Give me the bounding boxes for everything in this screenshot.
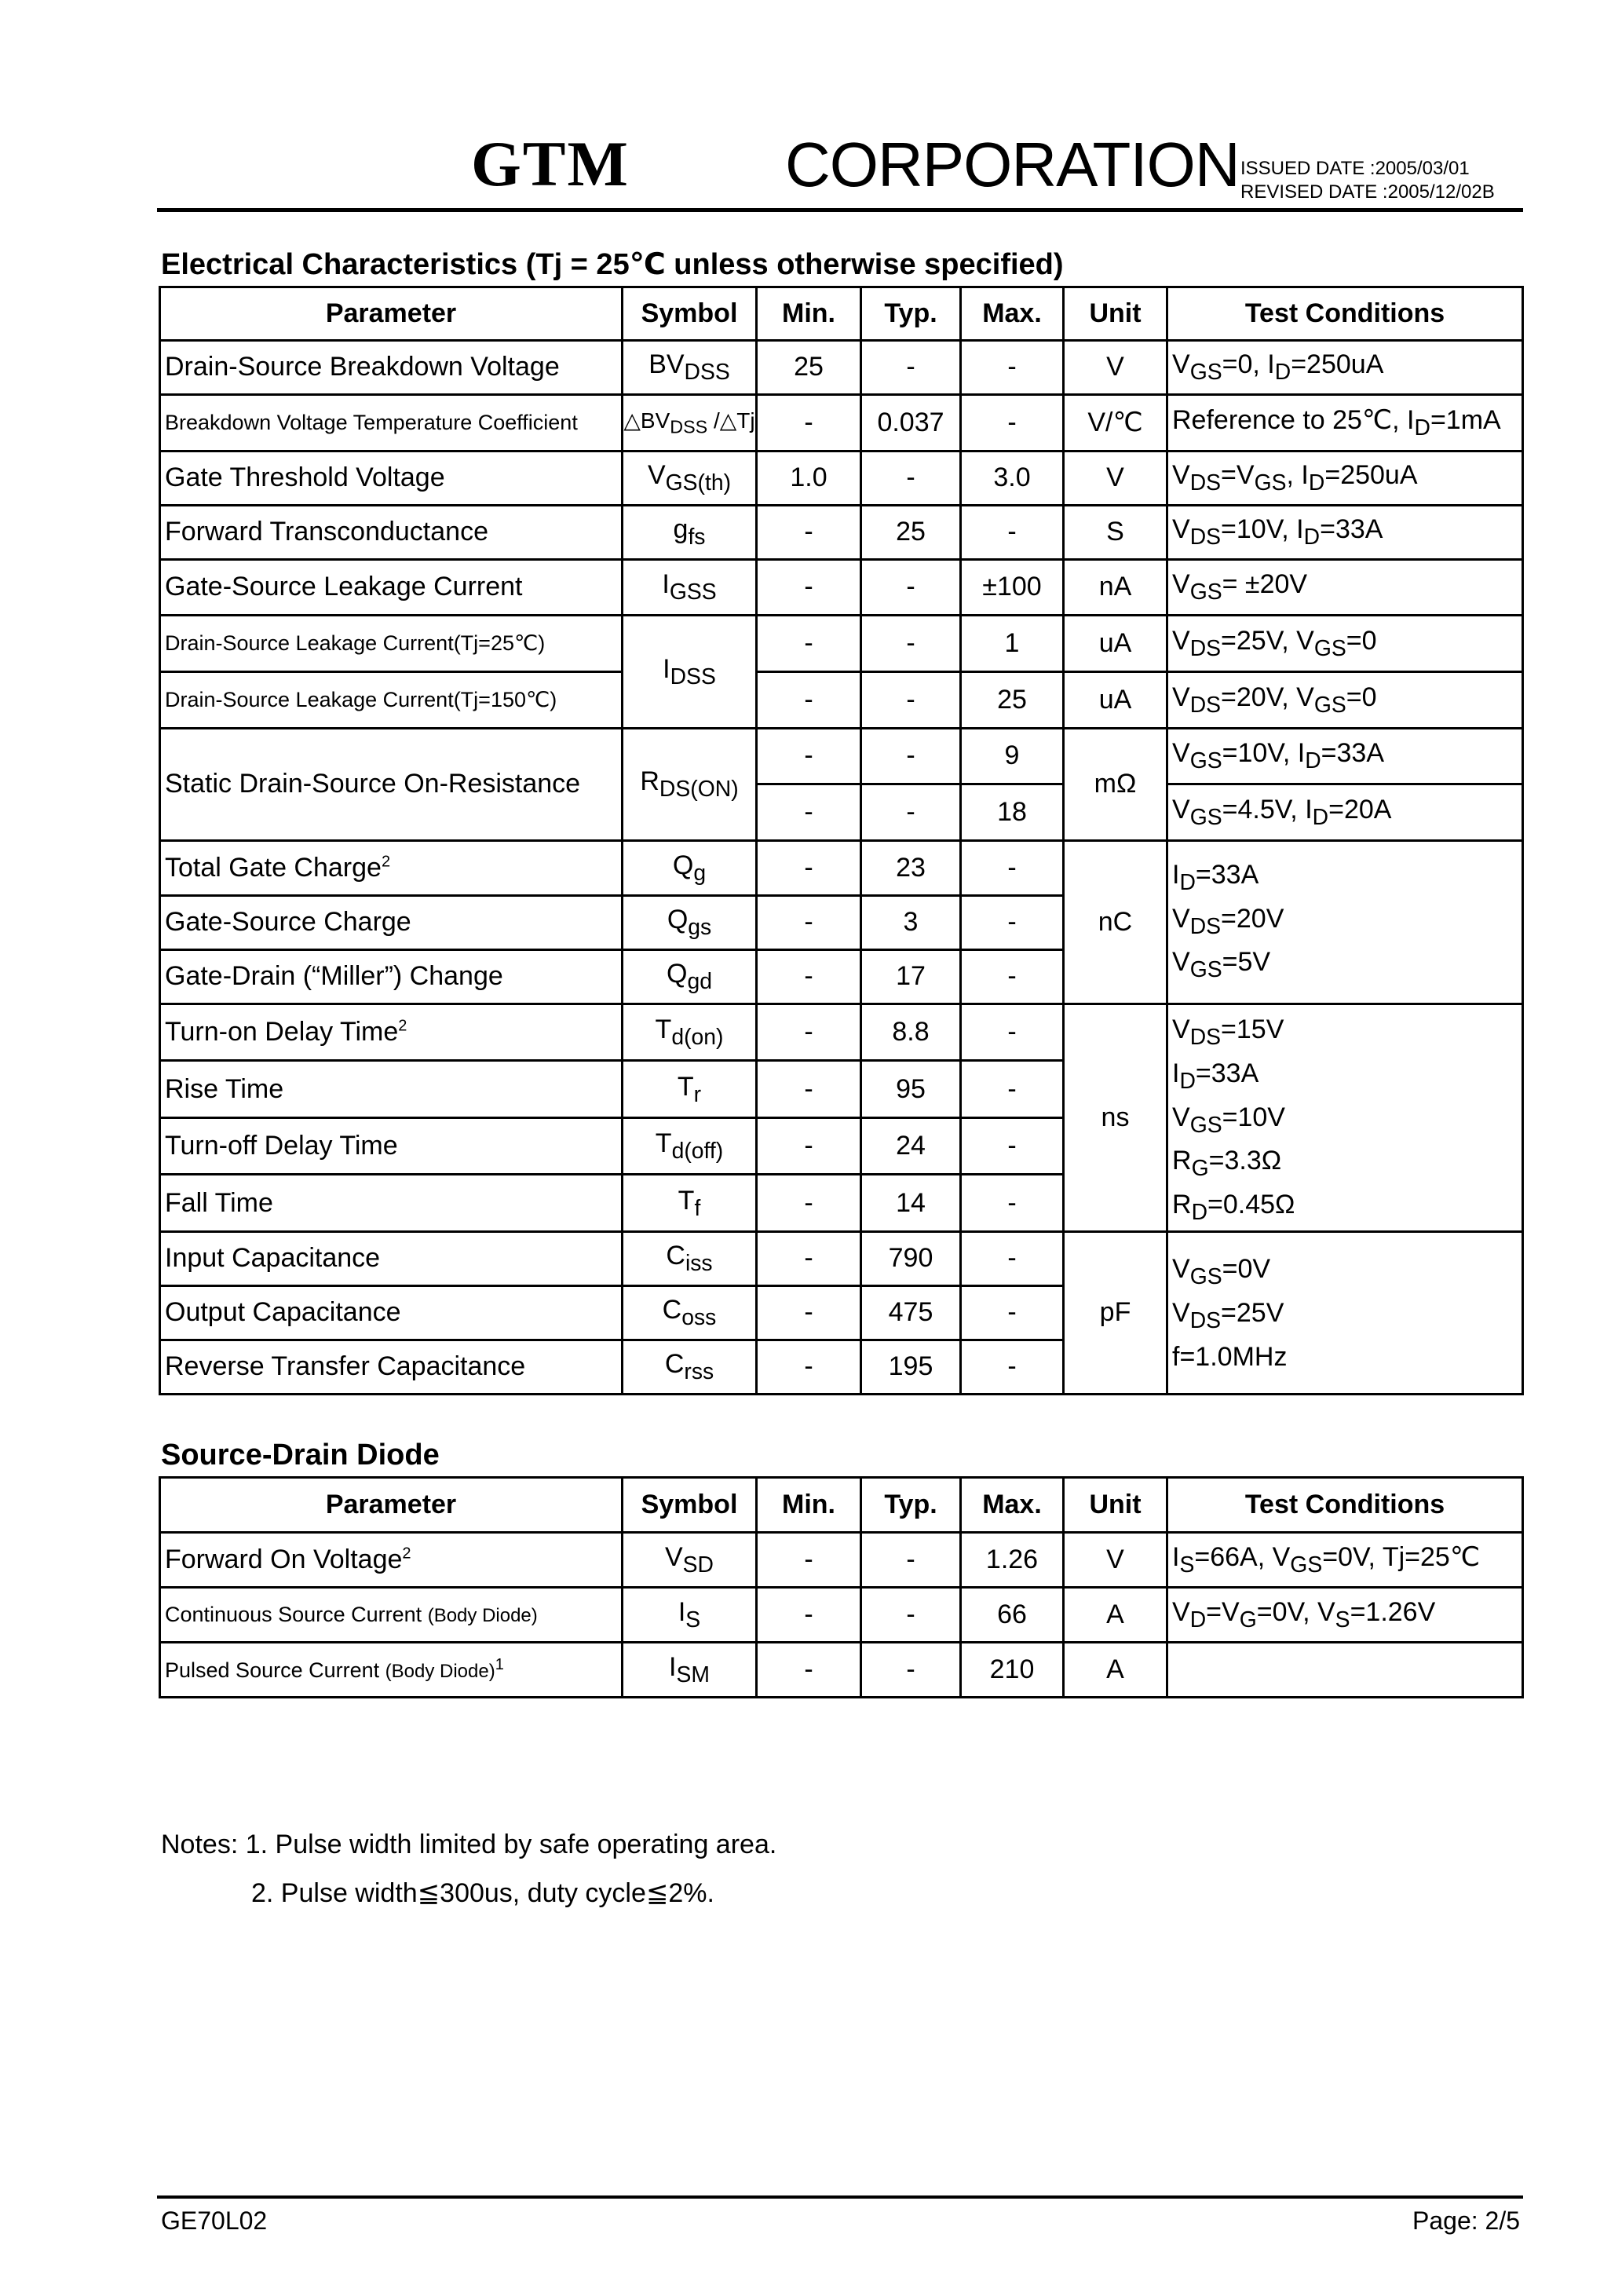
min-value: -: [757, 1175, 861, 1232]
footer-divider: [157, 2195, 1523, 2199]
max-value: -: [961, 841, 1064, 896]
test-condition: Reference to 25℃, $I_D=1mA$: [1167, 395, 1523, 452]
typ-value: 23: [861, 841, 961, 896]
symbol: $T_{d(off)}$: [623, 1117, 757, 1174]
unit: V: [1064, 452, 1167, 506]
typ-value: 3: [861, 896, 961, 950]
symbol: $T_{d(on)}$: [623, 1004, 757, 1061]
min-value: -: [757, 560, 861, 616]
typ-value: 24: [861, 1117, 961, 1174]
parameter: Turn-off Delay Time: [160, 1117, 623, 1174]
parameter: Input Capacitance: [160, 1231, 623, 1285]
parameter: Forward On Voltage$^2$: [160, 1533, 623, 1588]
min-value: -: [757, 784, 861, 841]
min-value: -: [757, 1285, 861, 1340]
source-drain-diode-title: Source-Drain Diode: [161, 1439, 440, 1472]
unit: mΩ: [1064, 729, 1167, 841]
issued-date: ISSUED DATE :2005/03/01: [1240, 158, 1470, 179]
parameter: Drain-Source Leakage Current(Tj=25℃): [160, 616, 623, 672]
max-value: -: [961, 506, 1064, 560]
table-row: [160, 1643, 1523, 1698]
table-row: [160, 560, 1523, 616]
max-value: 66: [961, 1588, 1064, 1643]
unit: V: [1064, 1533, 1167, 1588]
parameter: Rise Time: [160, 1061, 623, 1117]
max-value: -: [961, 341, 1064, 395]
revised-date: REVISED DATE :2005/12/02B: [1240, 181, 1495, 203]
header-parameter: Parameter: [160, 1478, 623, 1533]
unit: pF: [1064, 1231, 1167, 1394]
header-max: Max.: [961, 1478, 1064, 1533]
header-divider: [157, 208, 1523, 212]
table-row: [160, 1533, 1523, 1588]
parameter: Gate-Drain (“Miller”) Change: [160, 950, 623, 1004]
min-value: -: [757, 1533, 861, 1588]
typ-value: -: [861, 1533, 961, 1588]
symbol: $R_{DS(ON)}$: [623, 729, 757, 841]
symbol: $\triangle BV_{DSS}$ /△Tj: [623, 395, 757, 452]
min-value: -: [757, 1340, 861, 1394]
typ-value: 95: [861, 1061, 961, 1117]
symbol: $I_S$: [623, 1588, 757, 1643]
min-value: -: [757, 1004, 861, 1061]
min-value: -: [757, 1061, 861, 1117]
typ-value: -: [861, 1588, 961, 1643]
test-condition: $V_{GS}=0V$ $V_{DS}=25V$ f=1.0MHz: [1167, 1231, 1523, 1394]
part-number: GE70L02: [161, 2206, 268, 2235]
symbol: $BV_{DSS}$: [623, 341, 757, 395]
min-value: -: [757, 841, 861, 896]
unit: S: [1064, 506, 1167, 560]
symbol: $V_{SD}$: [623, 1533, 757, 1588]
unit: nA: [1064, 560, 1167, 616]
header-min: Min.: [757, 1478, 861, 1533]
symbol: $I_{SM}$: [623, 1643, 757, 1698]
unit: ns: [1064, 1004, 1167, 1232]
table-row: [160, 841, 1523, 896]
unit: V/℃: [1064, 395, 1167, 452]
max-value: -: [961, 395, 1064, 452]
symbol: $V_{GS(th)}$: [623, 452, 757, 506]
max-value: 18: [961, 784, 1064, 841]
header-unit: Unit: [1064, 287, 1167, 341]
header-test-conditions: Test Conditions: [1167, 1478, 1523, 1533]
header-unit: Unit: [1064, 1478, 1167, 1533]
max-value: 1.26: [961, 1533, 1064, 1588]
typ-value: -: [861, 1643, 961, 1698]
typ-value: -: [861, 616, 961, 672]
typ-value: -: [861, 560, 961, 616]
min-value: -: [757, 1643, 861, 1698]
parameter: Gate-Source Charge: [160, 896, 623, 950]
header-parameter: Parameter: [160, 287, 623, 341]
company-name: CORPORATION: [785, 130, 1240, 199]
max-value: -: [961, 1117, 1064, 1174]
source-drain-diode-table: [159, 1476, 1524, 1698]
header-max: Max.: [961, 287, 1064, 341]
symbol: $Q_{gd}$: [623, 950, 757, 1004]
symbol: $C_{rss}$: [623, 1340, 757, 1394]
parameter: Output Capacitance: [160, 1285, 623, 1340]
unit: A: [1064, 1588, 1167, 1643]
typ-value: 17: [861, 950, 961, 1004]
header-symbol: Symbol: [623, 287, 757, 341]
test-condition: $V_{GS}=4.5V$, $I_D=20A$: [1167, 784, 1523, 841]
parameter: Drain-Source Breakdown Voltage: [160, 341, 623, 395]
max-value: -: [961, 1340, 1064, 1394]
symbol: $I_{DSS}$: [623, 616, 757, 729]
table-header-row: [160, 287, 1523, 341]
max-value: 25: [961, 672, 1064, 729]
parameter: Continuous Source Current (Body Diode): [160, 1588, 623, 1643]
test-condition: $I_D=33A$ $V_{DS}=20V$ $V_{GS}=5V$: [1167, 841, 1523, 1004]
typ-value: -: [861, 672, 961, 729]
electrical-characteristics-table: [159, 286, 1524, 1395]
max-value: 9: [961, 729, 1064, 784]
symbol: $C_{oss}$: [623, 1285, 757, 1340]
max-value: 210: [961, 1643, 1064, 1698]
max-value: -: [961, 1004, 1064, 1061]
parameter: Static Drain-Source On-Resistance: [160, 729, 623, 841]
min-value: -: [757, 1231, 861, 1285]
parameter: Breakdown Voltage Temperature Coefficient: [160, 395, 623, 452]
table-row: [160, 506, 1523, 560]
min-value: -: [757, 506, 861, 560]
parameter: Forward Transconductance: [160, 506, 623, 560]
typ-value: -: [861, 784, 961, 841]
test-condition: $V_{DS}=25V$, $V_{GS}=0$: [1167, 616, 1523, 672]
header-symbol: Symbol: [623, 1478, 757, 1533]
min-value: 25: [757, 341, 861, 395]
symbol: $T_f$: [623, 1175, 757, 1232]
test-condition: $V_{GS}=10V$, $I_D=33A$: [1167, 729, 1523, 784]
symbol: $g_{fs}$: [623, 506, 757, 560]
min-value: -: [757, 729, 861, 784]
typ-value: 8.8: [861, 1004, 961, 1061]
table-header-row: [160, 1478, 1523, 1533]
typ-value: -: [861, 729, 961, 784]
max-value: -: [961, 1175, 1064, 1232]
min-value: 1.0: [757, 452, 861, 506]
typ-value: 195: [861, 1340, 961, 1394]
typ-value: 14: [861, 1175, 961, 1232]
document-dates: [1240, 157, 1495, 204]
notes: [161, 1820, 776, 1918]
parameter: Fall Time: [160, 1175, 623, 1232]
symbol: $I_{GSS}$: [623, 560, 757, 616]
typ-value: -: [861, 452, 961, 506]
min-value: -: [757, 672, 861, 729]
table-row: [160, 1588, 1523, 1643]
table-row: [160, 616, 1523, 672]
symbol: $Q_g$: [623, 841, 757, 896]
test-condition: $V_{DS}=V_{GS}$, $I_D=250uA$: [1167, 452, 1523, 506]
table-row: [160, 341, 1523, 395]
min-value: -: [757, 1117, 861, 1174]
table-row: [160, 452, 1523, 506]
parameter: Pulsed Source Current (Body Diode)$^1$: [160, 1643, 623, 1698]
max-value: -: [961, 1061, 1064, 1117]
test-condition: [1167, 1643, 1523, 1698]
table-row: [160, 395, 1523, 452]
test-condition: $V_{DS}=20V$, $V_{GS}=0$: [1167, 672, 1523, 729]
max-value: 1: [961, 616, 1064, 672]
test-condition: $V_{GS}= \pm 20V$: [1167, 560, 1523, 616]
typ-value: 25: [861, 506, 961, 560]
max-value: ±100: [961, 560, 1064, 616]
note-1: Notes: 1. Pulse width limited by safe operating area.: [161, 1830, 777, 1859]
parameter: Reverse Transfer Capacitance: [160, 1340, 623, 1394]
page-number: Page: 2/5: [1412, 2206, 1520, 2235]
test-condition: $V_{DS}=15V$ $I_D=33A$ $V_{GS}=10V$ $R_G=3.3\Omega$ $R_D=0.45\Omega$: [1167, 1004, 1523, 1232]
header-typ: Typ.: [861, 287, 961, 341]
max-value: -: [961, 950, 1064, 1004]
parameter: Turn-on Delay Time$^2$: [160, 1004, 623, 1061]
symbol: $Q_{gs}$: [623, 896, 757, 950]
max-value: -: [961, 1231, 1064, 1285]
electrical-characteristics-title: Electrical Characteristics (Tj = 25℃ unless otherwise specified): [161, 248, 1064, 281]
test-condition: $I_S=66A$, $V_{GS}=0V$, Tj=25℃: [1167, 1533, 1523, 1588]
typ-value: 790: [861, 1231, 961, 1285]
typ-value: -: [861, 341, 961, 395]
test-condition: $V_{DS}=10V$, $I_D=33A$: [1167, 506, 1523, 560]
table-row: [160, 672, 1523, 729]
note-2: 2. Pulse width≦300us, duty cycle≦2%.: [251, 1878, 714, 1908]
parameter: Gate Threshold Voltage: [160, 452, 623, 506]
min-value: -: [757, 950, 861, 1004]
test-condition: $V_{GS}=0$, $I_D=250uA$: [1167, 341, 1523, 395]
min-value: -: [757, 1588, 861, 1643]
typ-value: 0.037: [861, 395, 961, 452]
parameter: Drain-Source Leakage Current(Tj=150℃): [160, 672, 623, 729]
header-min: Min.: [757, 287, 861, 341]
symbol: $T_r$: [623, 1061, 757, 1117]
max-value: -: [961, 896, 1064, 950]
min-value: -: [757, 395, 861, 452]
unit: V: [1064, 341, 1167, 395]
table-row: [160, 1004, 1523, 1061]
page-header: [157, 118, 1523, 212]
symbol: $C_{iss}$: [623, 1231, 757, 1285]
max-value: 3.0: [961, 452, 1064, 506]
min-value: -: [757, 896, 861, 950]
unit: nC: [1064, 841, 1167, 1004]
company-logo: GTM: [471, 128, 630, 199]
min-value: -: [757, 616, 861, 672]
header-typ: Typ.: [861, 1478, 961, 1533]
unit: uA: [1064, 616, 1167, 672]
parameter: Gate-Source Leakage Current: [160, 560, 623, 616]
unit: A: [1064, 1643, 1167, 1698]
typ-value: 475: [861, 1285, 961, 1340]
table-row: [160, 729, 1523, 784]
header-test-conditions: Test Conditions: [1167, 287, 1523, 341]
test-condition: $V_D=V_G=0V$, $V_S=1.26V$: [1167, 1588, 1523, 1643]
max-value: -: [961, 1285, 1064, 1340]
parameter: Total Gate Charge$^2$: [160, 841, 623, 896]
unit: uA: [1064, 672, 1167, 729]
table-row: [160, 1231, 1523, 1285]
